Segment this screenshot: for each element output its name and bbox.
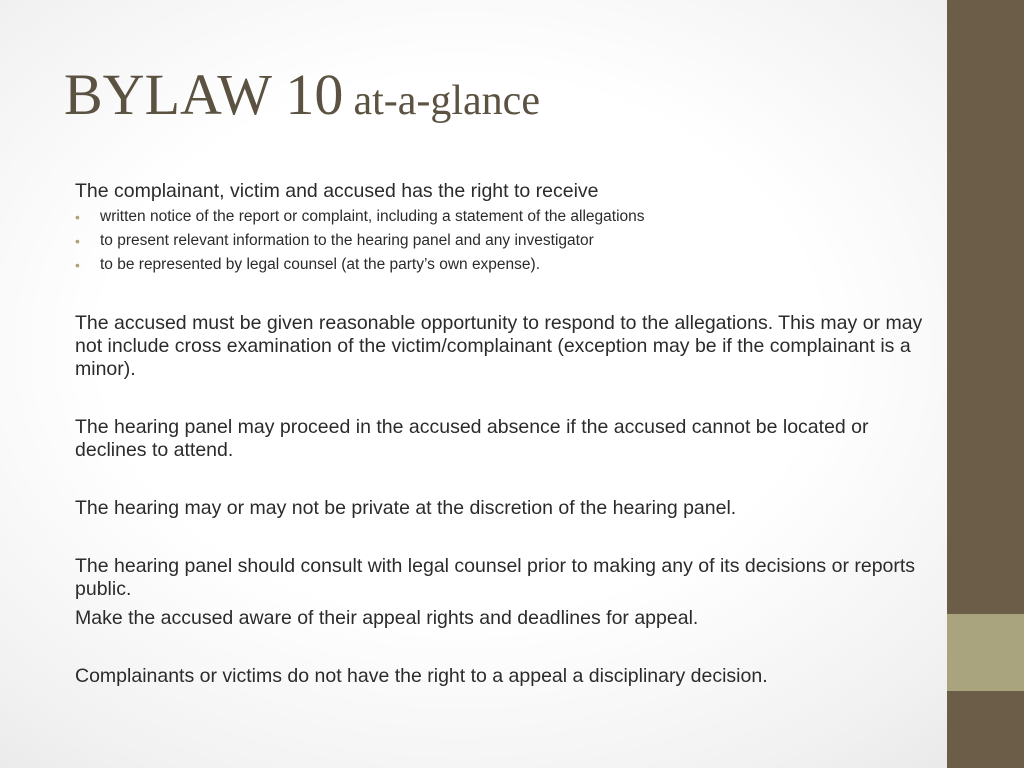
list-item — [75, 229, 935, 253]
sidebar-accent-block — [947, 614, 1024, 691]
paragraph-no-appeal: Complainants or victims do not have the right to a appeal a disciplinary decision. — [75, 665, 768, 687]
list-item-text: to present relevant information to the hearing panel and any investigator — [100, 232, 594, 249]
list-item — [75, 253, 935, 277]
paragraph-privacy: The hearing may or may not be private at the discretion of the hearing panel. — [75, 497, 737, 519]
paragraph-absence: The hearing panel may proceed in the accused absence if the accused cannot be located or declines to attend. — [75, 416, 869, 461]
title-main: BYLAW 10 — [64, 62, 344, 127]
title-sub: at-a-glance — [353, 78, 540, 124]
rights-list — [75, 205, 935, 277]
paragraph-appeal-rights: Make the accused aware of their appeal rights and deadlines for appeal. — [75, 607, 699, 629]
paragraph-legal-counsel: The hearing panel should consult with legal counsel prior to making any of its decisions or reports public. — [75, 555, 916, 600]
intro-text: The complainant, victim and accused has the right to receive — [75, 180, 599, 202]
slide-title — [64, 62, 540, 127]
bullet-icon: • — [75, 257, 80, 273]
paragraph-response: The accused must be given reasonable opportunity to respond to the allegations. This may or may not include cross examination of the victim/complainant (exception may be if the complainant is a minor). — [75, 312, 923, 380]
bullet-icon: • — [75, 233, 80, 249]
bullet-icon: • — [75, 209, 80, 225]
list-item — [75, 205, 935, 229]
list-item-text: to be represented by legal counsel (at the party’s own expense). — [100, 256, 541, 273]
slide-body — [75, 180, 935, 688]
list-item-text: written notice of the report or complaint, including a statement of the allegations — [100, 208, 645, 225]
